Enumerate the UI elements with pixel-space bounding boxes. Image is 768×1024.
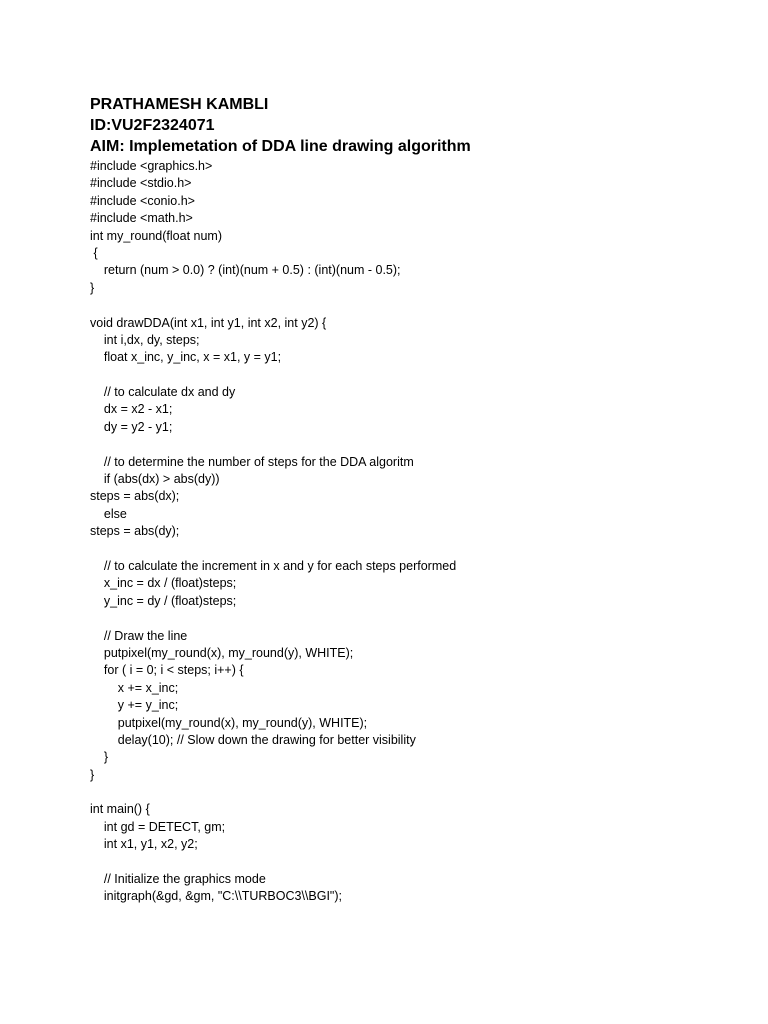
- code-line: putpixel(my_round(x), my_round(y), WHITE);: [90, 715, 368, 730]
- aim-title: AIM: Implemetation of DDA line drawing algorithm: [90, 138, 471, 155]
- code-line: return (num > 0.0) ? (int)(num + 0.5) : (int)(num - 0.5);: [90, 263, 401, 278]
- code-line: [90, 784, 730, 801]
- code-line: int i,dx, dy, steps;: [90, 332, 200, 347]
- code-line: [90, 541, 730, 558]
- code-line: [90, 367, 730, 384]
- code-line: #include <math.h>: [90, 211, 193, 226]
- code-line: // Initialize the graphics mode: [90, 872, 266, 887]
- code-line: delay(10); // Slow down the drawing for better visibility: [90, 732, 416, 747]
- code-line: // Draw the line: [90, 628, 188, 643]
- code-line: }: [90, 767, 95, 782]
- code-line: }: [90, 750, 109, 765]
- code-line: y += y_inc;: [90, 698, 179, 713]
- code-line: initgraph(&gd, &gm, "C:\\TURBOC3\\BGI");: [90, 889, 343, 904]
- code-line: int main() {: [90, 802, 150, 817]
- code-line: [90, 854, 730, 871]
- code-line: dx = x2 - x1;: [90, 402, 173, 417]
- author-name: PRATHAMESH KAMBLI: [90, 96, 269, 113]
- code-line: #include <stdio.h>: [90, 176, 192, 191]
- code-line: int my_round(float num): [90, 228, 223, 243]
- code-line: if (abs(dx) > abs(dy)): [90, 472, 220, 487]
- code-line: int gd = DETECT, gm;: [90, 819, 226, 834]
- code-line: float x_inc, y_inc, x = x1, y = y1;: [90, 350, 282, 365]
- code-line: x_inc = dx / (float)steps;: [90, 576, 237, 591]
- code-line: }: [90, 280, 95, 295]
- code-line: steps = abs(dx);: [90, 489, 180, 504]
- code-line: for ( i = 0; i < steps; i++) {: [90, 663, 244, 678]
- document-content: [90, 94, 730, 906]
- code-line: y_inc = dy / (float)steps;: [90, 593, 237, 608]
- code-line: // to calculate the increment in x and y for each steps performed: [90, 558, 457, 573]
- code-line: // to determine the number of steps for the DDA algoritm: [90, 454, 414, 469]
- code-line: int x1, y1, x2, y2;: [90, 837, 198, 852]
- code-line: #include <conio.h>: [90, 193, 195, 208]
- code-line: [90, 610, 730, 627]
- code-line: #include <graphics.h>: [90, 159, 213, 173]
- code-line: [90, 297, 730, 314]
- code-line: x += x_inc;: [90, 680, 179, 695]
- code-line: dy = y2 - y1;: [90, 419, 173, 434]
- code-line: else: [90, 506, 127, 521]
- code-line: [90, 436, 730, 453]
- code-line: // to calculate dx and dy: [90, 385, 236, 400]
- code-line: {: [90, 245, 98, 260]
- code-listing: [90, 158, 730, 906]
- code-line: void drawDDA(int x1, int y1, int x2, int y2) {: [90, 315, 327, 330]
- student-id: ID:VU2F2324071: [90, 117, 215, 134]
- code-line: steps = abs(dy);: [90, 524, 180, 539]
- code-line: putpixel(my_round(x), my_round(y), WHITE);: [90, 645, 354, 660]
